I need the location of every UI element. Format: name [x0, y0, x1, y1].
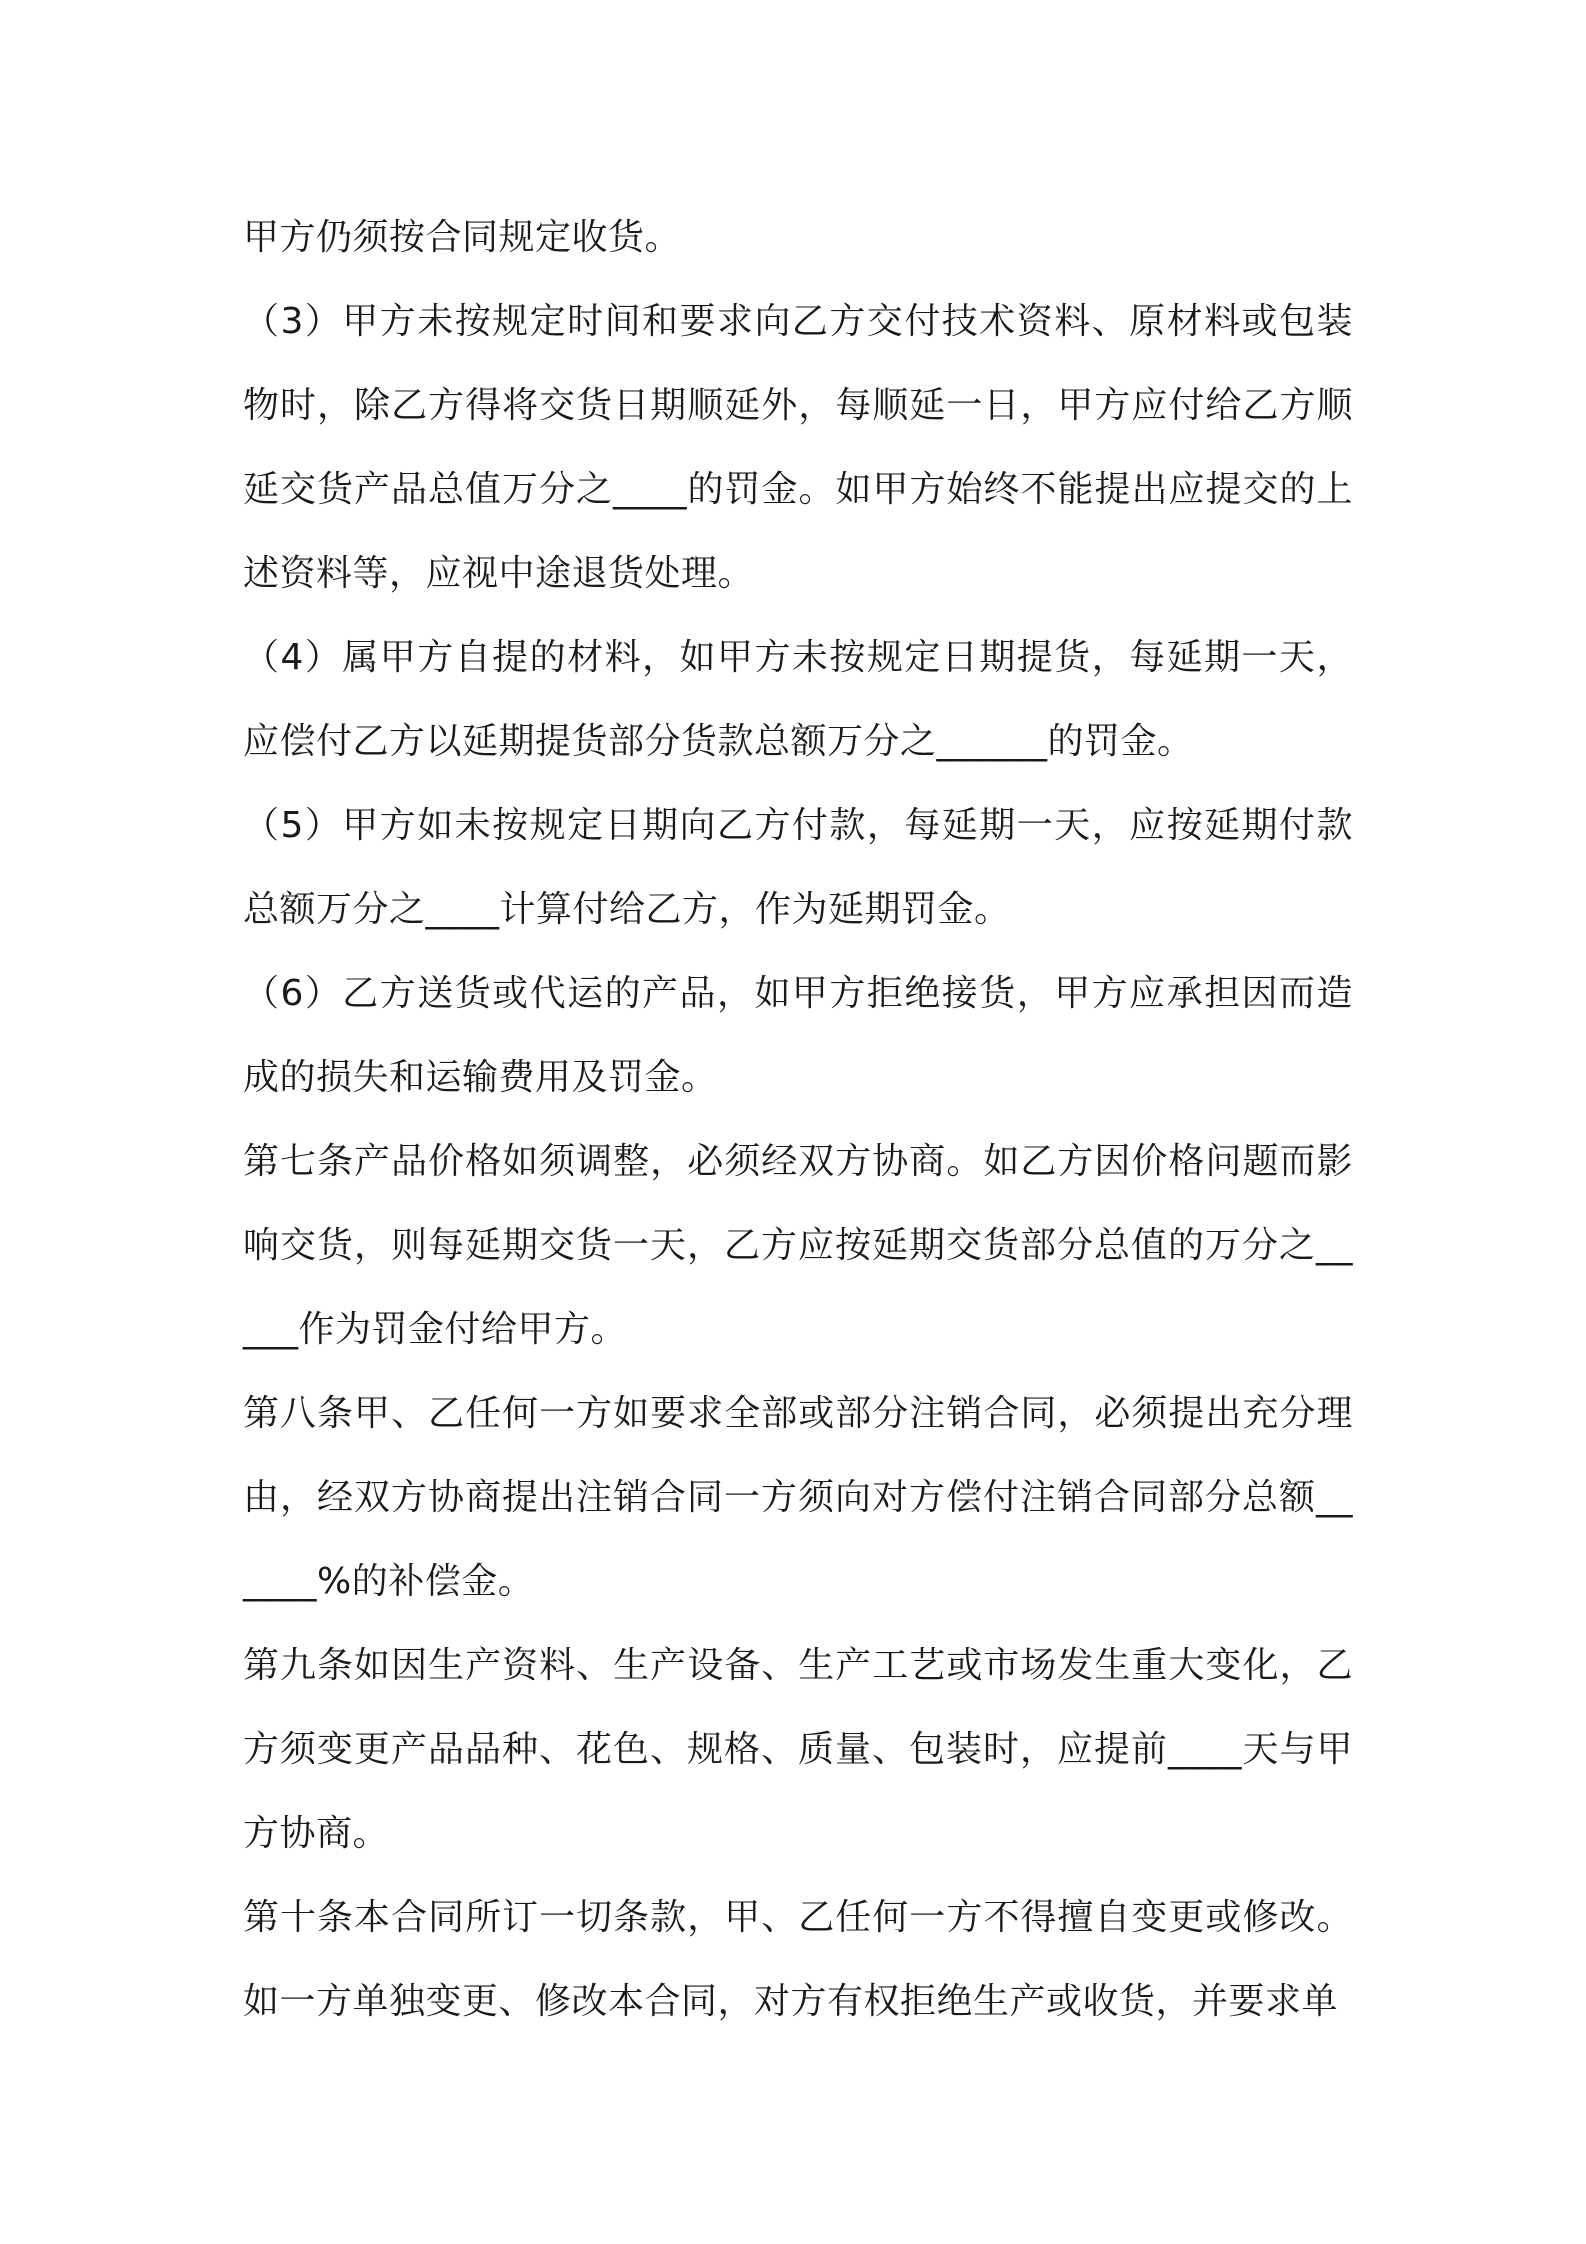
paragraph-clause-5: （5）甲方如未按规定日期向乙方付款，每延期一天，应按延期付款总额万分之____计算付给乙方，作为延期罚金。 [243, 805, 1353, 930]
paragraph-clause-3: （3）甲方未按规定时间和要求向乙方交付技术资料、原材料或包装物时，除乙方得将交货日期顺延外，每顺延一日，甲方应付给乙方顺延交货产品总值万分之____的罚金。如甲方始终不能提出应提交的上述资料等，应视中途退货处理。 [243, 301, 1353, 594]
paragraph-article-8: 第八条甲、乙任何一方如要求全部或部分注销合同，必须提出充分理由，经双方协商提出注销合同一方须向对方偿付注销合同部分总额______%的补偿金。 [243, 1393, 1353, 1602]
paragraph-article-10: 第十条本合同所订一切条款，甲、乙任何一方不得擅自变更或修改。如一方单独变更、修改本合同，对方有权拒绝生产或收货，并要求单 [243, 1897, 1353, 2022]
paragraph-article-7: 第七条产品价格如须调整，必须经双方协商。如乙方因价格问题而影响交货，则每延期交货一天，乙方应按延期交货部分总值的万分之_____作为罚金付给甲方。 [243, 1141, 1353, 1350]
paragraph-clause-4: （4）属甲方自提的材料，如甲方未按规定日期提货，每延期一天，应偿付乙方以延期提货部分货款总额万分之______的罚金。 [243, 637, 1353, 762]
contract-body [243, 196, 1353, 2044]
paragraph-clause-6: （6）乙方送货或代运的产品，如甲方拒绝接货，甲方应承担因而造成的损失和运输费用及罚金。 [243, 973, 1353, 1098]
paragraph-continuation: 甲方仍须按合同规定收货。 [243, 217, 682, 258]
paragraph-article-9: 第九条如因生产资料、生产设备、生产工艺或市场发生重大变化，乙方须变更产品品种、花色、规格、质量、包装时，应提前____天与甲方协商。 [243, 1645, 1353, 1854]
